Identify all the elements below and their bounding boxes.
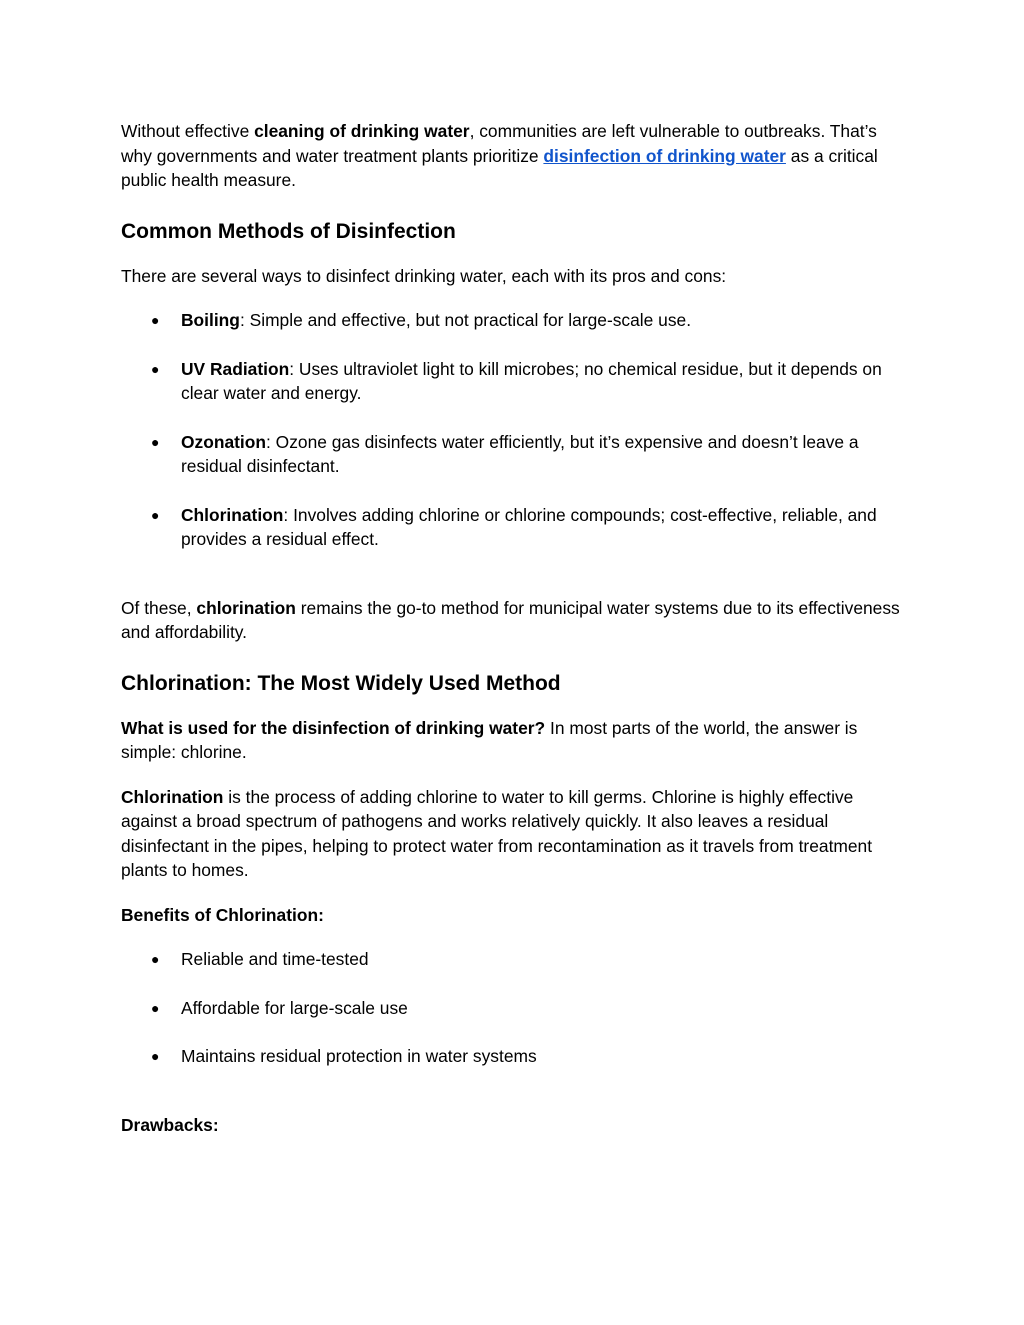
definition-text: is the process of adding chlorine to water to kill germs. Chlorine is highly effective against a broad spectrum of pathogens and works relatively quickly. It also leaves a residual disinfectant in the pipes, helping to protect water from recontamination as it travels from treatment plants to homes.	[121, 786, 873, 880]
intro-text-3: as a critical public health measure.	[121, 145, 878, 190]
benefits-list	[121, 947, 911, 1069]
intro-paragraph	[121, 119, 911, 193]
bullet-icon: ●	[151, 360, 160, 377]
methods-lead: There are several ways to disinfect drinking water, each with its pros and cons:	[121, 265, 727, 286]
benefits-heading	[121, 903, 911, 928]
definition-bold: Chlorination	[121, 786, 224, 807]
bullet-icon: ●	[151, 1048, 160, 1064]
method-term: Ozonation	[181, 431, 267, 452]
method-text: : Involves adding chlorine or chlorine compounds; cost-effective, reliable, and provides a residual effect.	[181, 504, 877, 549]
bullet-icon: ●	[151, 312, 160, 328]
method-text: : Simple and effective, but not practical for large-scale use.	[239, 310, 692, 330]
benefit-text: Maintains residual protection in water systems	[181, 1046, 537, 1066]
benefit-text: Reliable and time-tested	[181, 949, 369, 969]
summary-text-1: Of these,	[121, 597, 197, 618]
list-item-uv-radiation	[121, 357, 911, 406]
intro-bold-term: cleaning of drinking water	[254, 121, 470, 141]
method-text: : Uses ultraviolet light to kill microbes; no chemical residue, but it depends on clear water and energy.	[181, 358, 882, 403]
document-page	[121, 119, 911, 1137]
bullet-icon: ●	[151, 999, 160, 1016]
bullet-icon: ●	[151, 433, 160, 450]
question-text: In most parts of the world, the answer is simple: chlorine.	[121, 717, 858, 762]
list-item-boiling	[121, 308, 911, 333]
methods-list	[121, 308, 911, 552]
bullet-icon: ●	[151, 951, 160, 967]
question-paragraph	[121, 716, 911, 765]
section-heading-chlorination: Chlorination: The Most Widely Used Method	[121, 671, 561, 695]
disinfection-link[interactable]: disinfection of drinking water	[543, 145, 786, 166]
intro-text-2: , communities are left vulnerable to outbreaks. That’s why governments and water treatment plants prioritize	[121, 121, 877, 166]
summary-bold-term: chlorination	[196, 597, 296, 618]
list-item-benefit	[121, 947, 911, 972]
list-item-benefit	[121, 996, 911, 1021]
list-item-ozonation	[121, 430, 911, 479]
definition-paragraph	[121, 785, 911, 883]
method-term: Boiling	[181, 310, 240, 330]
bullet-icon: ●	[151, 506, 160, 523]
drawbacks-heading-text: Drawbacks:	[121, 1114, 219, 1135]
method-text: : Ozone gas disinfects water efficiently, but it’s expensive and doesn’t leave a residual disinfectant.	[181, 431, 859, 476]
methods-summary	[121, 596, 911, 645]
summary-text-2: remains the go-to method for municipal water systems due to its effectiveness and affordability.	[121, 597, 900, 642]
drawbacks-heading	[121, 1113, 911, 1138]
intro-text-1: Without effective	[121, 121, 255, 141]
benefit-text: Affordable for large-scale use	[181, 997, 408, 1018]
method-term: UV Radiation	[181, 358, 290, 379]
list-item-chlorination	[121, 503, 911, 552]
section-heading-methods: Common Methods of Disinfection	[121, 219, 456, 243]
benefits-heading-text: Benefits of Chlorination:	[121, 904, 324, 925]
method-term: Chlorination	[181, 504, 284, 525]
question-bold: What is used for the disinfection of drinking water?	[121, 717, 546, 738]
list-item-benefit	[121, 1044, 911, 1069]
